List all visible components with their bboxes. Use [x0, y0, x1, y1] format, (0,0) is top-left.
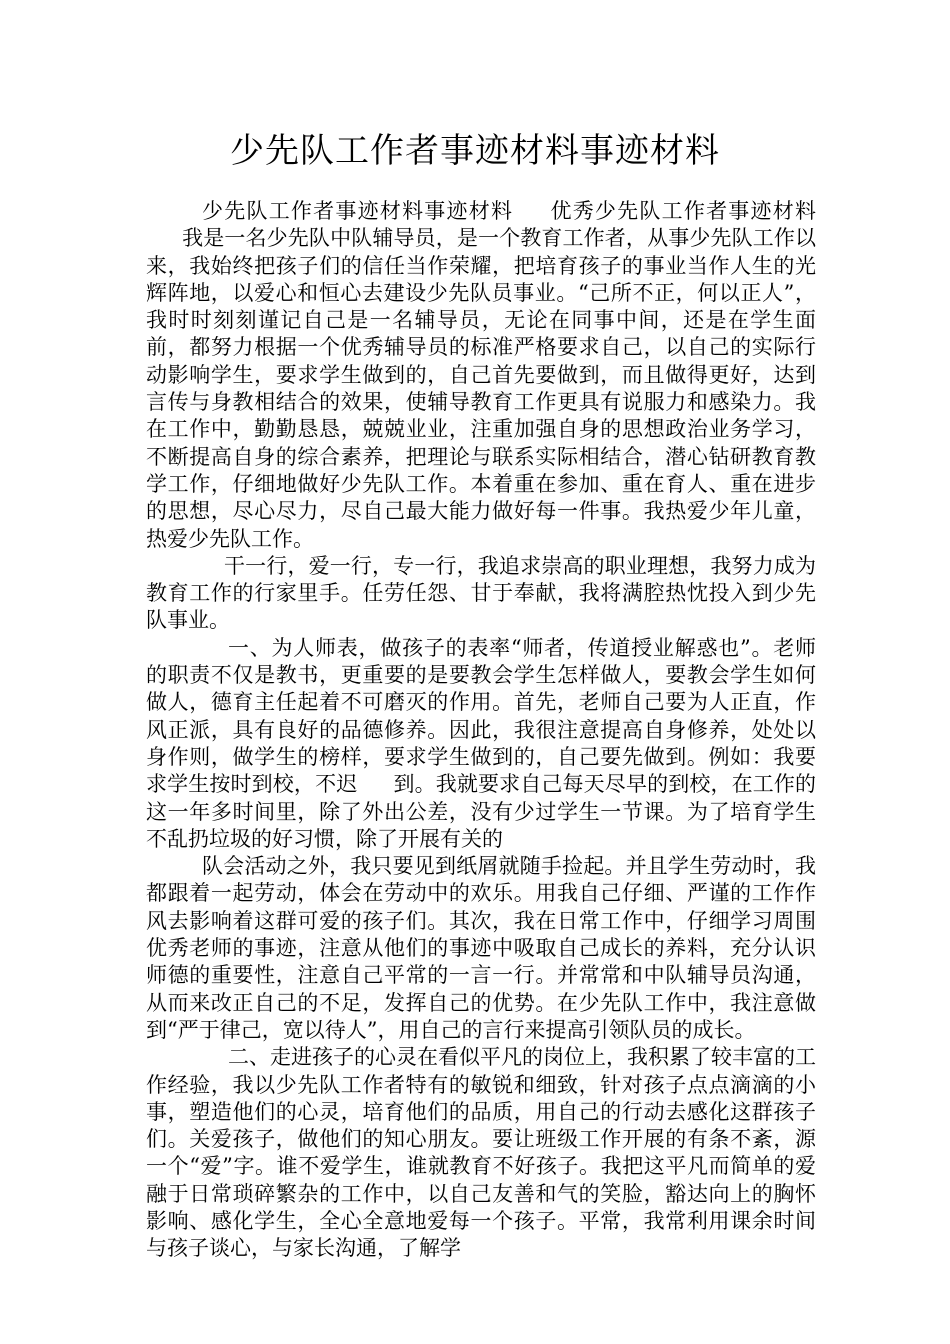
document-body — [146, 198, 816, 1263]
paragraph-section-two: 二、走进孩子的心灵在看似平凡的岗位上，我积累了较丰富的工作经验，我以少先队工作者特有的敏锐和细致，针对孩子点点滴滴的小事，塑造他们的心灵，培育他们的品质，用自己的行动去感化这群孩子们。关爱孩子，做他们的知心朋友。要让班级工作开展的有条不紊，源一个“爱”字。谁不爱学生，谁就教育不好孩子。我把这平凡而简单的爱融于日常琐碎繁杂的工作中，以自己友善和气的笑脸，豁达向上的胸怀影响、感化学生，全心全意地爱每一个孩子。平常，我常利用课余时间与孩子谈心，与家长沟通，了解学 — [146, 1045, 816, 1261]
paragraph-intro — [146, 198, 816, 553]
intro-heading: 少先队工作者事迹材料事迹材料 — [202, 199, 514, 223]
document-title: 少先队工作者事迹材料事迹材料 — [230, 131, 720, 171]
section-one-text-b: 到。我就要求自己每天尽早的到校，在工作的这一年多时间里，除了外出公差，没有少过学生一节课。为了培育学生不乱扔垃圾的好习惯，除了开展有关的 — [146, 772, 817, 851]
paragraph-section-one-continued: 队会活动之外，我只要见到纸屑就随手捡起。并且学生劳动时，我都跟着一起劳动，体会在劳动中的欢乐。用我自己仔细、严谨的工作作风去影响着这群可爱的孩子们。其次，我在日常工作中，仔细学习周围优秀老师的事迹，注意从他们的事迹中吸取自己成长的养料，充分认识师德的重要性，注意自己平常的一言一行。并常常和中队辅导员沟通，从而来改正自己的不足，发挥自己的优势。在少先队工作中，我注意做到“严于律己，宽以待人”，用自己的言行来提高引领队员的成长。 — [146, 854, 816, 1042]
paragraph-dedication: 干一行，爱一行，专一行，我追求崇高的职业理想，我努力成为教育工作的行家里手。任劳任怨、甘于奉献，我将满腔热忱投入到少先队事业。 — [146, 553, 816, 633]
section-one-text-a: 一、为人师表，做孩子的表率“师者，传道授业解惑也”。老师的职责不仅是教书，更重要的是要教会学生怎样做人，要教会学生如何做人，德育主任起着不可磨灭的作用。首先，老师自己要为人正直，作风正派，具有良好的品德修养。因此，我很注意提高自身修养，处处以身作则，做学生的榜样，要求学生做到的，自己要先做到。例如：我要求学生按时到校，不迟 — [146, 635, 816, 797]
intro-text: 我是一名少先队中队辅导员，是一个教育工作者，从事少先队工作以来，我始终把孩子们的信任当作荣耀，把培育孩子的事业当作人生的光辉阵地，以爱心和恒心去建设少先队员事业。“己所不正，何以正人”，我时时刻刻谨记自己是一名辅导员，无论在同事中间，还是在学生面前，都努力根据一个优秀辅导员的标准严格要求自己，以自己的实际行动影响学生，要求学生做到的，自己首先要做到，而且做得更好，达到言传与身教相结合的效果，使辅导教育工作更具有说服力和感染力。我在工作中，勤勤恳恳，兢兢业业，注重加强自身的思想政治业务学习，不断提高自身的综合素养，把理论与联系实际相结合，潜心钻研教育教学工作，仔细地做好少先队工作。本着重在参加、重在育人、重在进步的思想，尽心尽力，尽自己最大能力做好每一件事。我热爱少年儿童，热爱少先队工作。 — [146, 226, 816, 551]
intro-subheading: 优秀少先队工作者事迹材料 — [549, 199, 817, 223]
paragraph-section-one — [146, 635, 816, 853]
